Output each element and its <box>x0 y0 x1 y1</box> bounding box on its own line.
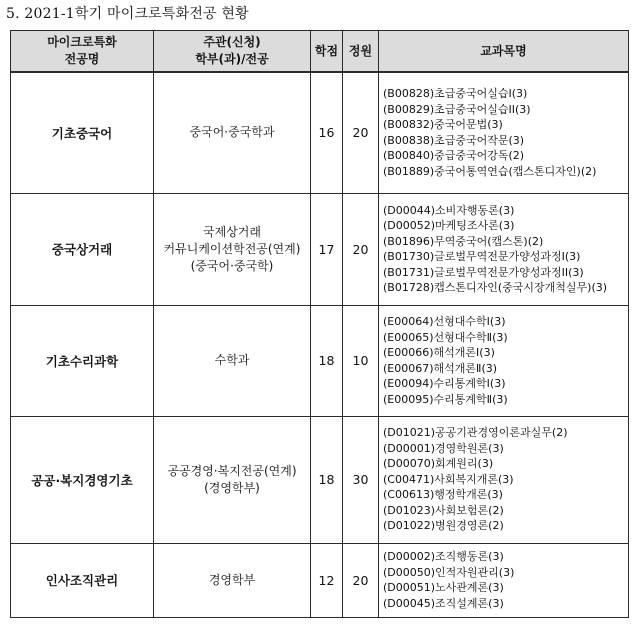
credits-cell: 17 <box>311 193 343 305</box>
course-item: (B01896)무역중국어(캡스톤)(2) <box>383 234 544 248</box>
major-name-cell: 중국상거래 <box>11 193 154 305</box>
courses-cell <box>379 543 629 617</box>
course-item: (E00066)해석개론Ⅰ(3) <box>383 346 495 359</box>
department-line: 중국어·중국학과 <box>189 125 275 140</box>
course-item: (C00471)사회복지개론(3) <box>383 472 514 486</box>
header-capacity: 정원 <box>343 31 379 73</box>
course-item: (D00070)회계원리(3) <box>383 457 494 471</box>
major-table <box>10 30 629 618</box>
credits-cell: 12 <box>311 543 343 617</box>
header-dept-line2: 학부(과)/전공 <box>195 52 269 66</box>
department-line: 국제상거래 <box>203 224 261 239</box>
header-department <box>154 31 311 73</box>
course-item: (D00050)인적자원관리(3) <box>383 565 515 579</box>
department-cell <box>154 72 311 193</box>
header-credits: 학점 <box>311 31 343 73</box>
major-name-cell: 기초중국어 <box>11 72 154 193</box>
department-line: (중국어·중국학) <box>190 258 274 273</box>
department-cell <box>154 543 311 617</box>
capacity-cell: 30 <box>343 416 379 543</box>
header-dept-line1: 주관(신청) <box>203 35 261 49</box>
document-title: 5. 2021-1학기 마이크로특화전공 현황 <box>6 6 249 22</box>
courses-cell <box>379 72 629 193</box>
header-courses: 교과목명 <box>379 31 629 73</box>
course-item: (D00052)마케팅조사론(3) <box>383 219 515 232</box>
department-cell <box>154 193 311 305</box>
course-item: (D00044)소비자행동론(3) <box>383 203 515 217</box>
table-row <box>11 193 629 305</box>
table-body <box>11 72 629 617</box>
credits-cell: 16 <box>311 72 343 193</box>
course-item: (C00613)행정학개론(3) <box>383 488 503 502</box>
header-major-name <box>11 31 154 73</box>
course-item: (E00094)수리통계학Ⅰ(3) <box>383 377 506 390</box>
course-item: (D00001)경영학원론(3) <box>383 441 504 455</box>
course-item: (B00838)초급중국어작문(3) <box>383 133 525 147</box>
department-line: (경영학부) <box>204 480 260 495</box>
table-row <box>11 543 629 617</box>
header-major-line2: 전공명 <box>64 52 100 66</box>
header-row <box>11 31 629 73</box>
major-name-cell: 공공·복지경영기초 <box>11 416 154 543</box>
major-name-cell: 인사조직관리 <box>11 543 154 617</box>
header-major-line1: 마이크로특화 <box>47 35 117 49</box>
course-item: (D01023)사회보험론(2) <box>383 503 504 517</box>
capacity-cell: 10 <box>343 305 379 416</box>
course-item: (B00840)중급중국어강독(2) <box>383 149 525 163</box>
course-item: (B00829)초급중국어실습II(3) <box>383 102 531 116</box>
course-item: (B01730)글로벌무역전문가양성과정I(3) <box>383 250 581 263</box>
capacity-cell: 20 <box>343 72 379 193</box>
department-cell <box>154 416 311 543</box>
course-item: (D00045)조직설계론(3) <box>383 596 504 610</box>
table-row <box>11 72 629 193</box>
department-line: 커뮤니케이션학전공(연계) <box>163 241 301 256</box>
course-item: (E00064)선형대수학Ⅰ(3) <box>383 315 506 328</box>
department-line: 경영학부 <box>208 572 256 587</box>
course-item: (B01889)중국어통역연습(캡스톤디자인)(2) <box>383 164 597 178</box>
course-item: (E00095)수리통계학Ⅱ(3) <box>383 392 508 406</box>
credits-cell: 18 <box>311 416 343 543</box>
course-item: (D01021)공공기관경영이론과실무(2) <box>383 426 568 440</box>
table-row <box>11 305 629 416</box>
courses-cell <box>379 305 629 416</box>
courses-cell <box>379 193 629 305</box>
department-line: 공공경영·복지전공(연계) <box>167 463 297 478</box>
major-name-cell: 기초수리과학 <box>11 305 154 416</box>
course-item: (B00828)초급중국어실습I(3) <box>383 87 528 101</box>
course-item: (E00065)선형대수학Ⅱ(3) <box>383 330 508 344</box>
capacity-cell: 20 <box>343 543 379 617</box>
table-row <box>11 416 629 543</box>
course-item: (D00002)조직행동론(3) <box>383 550 504 563</box>
course-item: (B01731)글로벌무역전문가양성과정II(3) <box>383 265 584 279</box>
courses-cell <box>379 416 629 543</box>
capacity-cell: 20 <box>343 193 379 305</box>
department-line: 수학과 <box>214 353 250 367</box>
credits-cell: 18 <box>311 305 343 416</box>
course-item: (B00832)중국어문법(3) <box>383 118 503 132</box>
department-cell <box>154 305 311 416</box>
course-item: (D01022)병원경영론(2) <box>383 519 504 533</box>
course-item: (B01728)캡스톤디자인(중국시장개척실무)(3) <box>383 281 608 294</box>
course-item: (E00067)해석개론Ⅱ(3) <box>383 361 498 375</box>
course-item: (D00051)노사관계론(3) <box>383 581 504 594</box>
